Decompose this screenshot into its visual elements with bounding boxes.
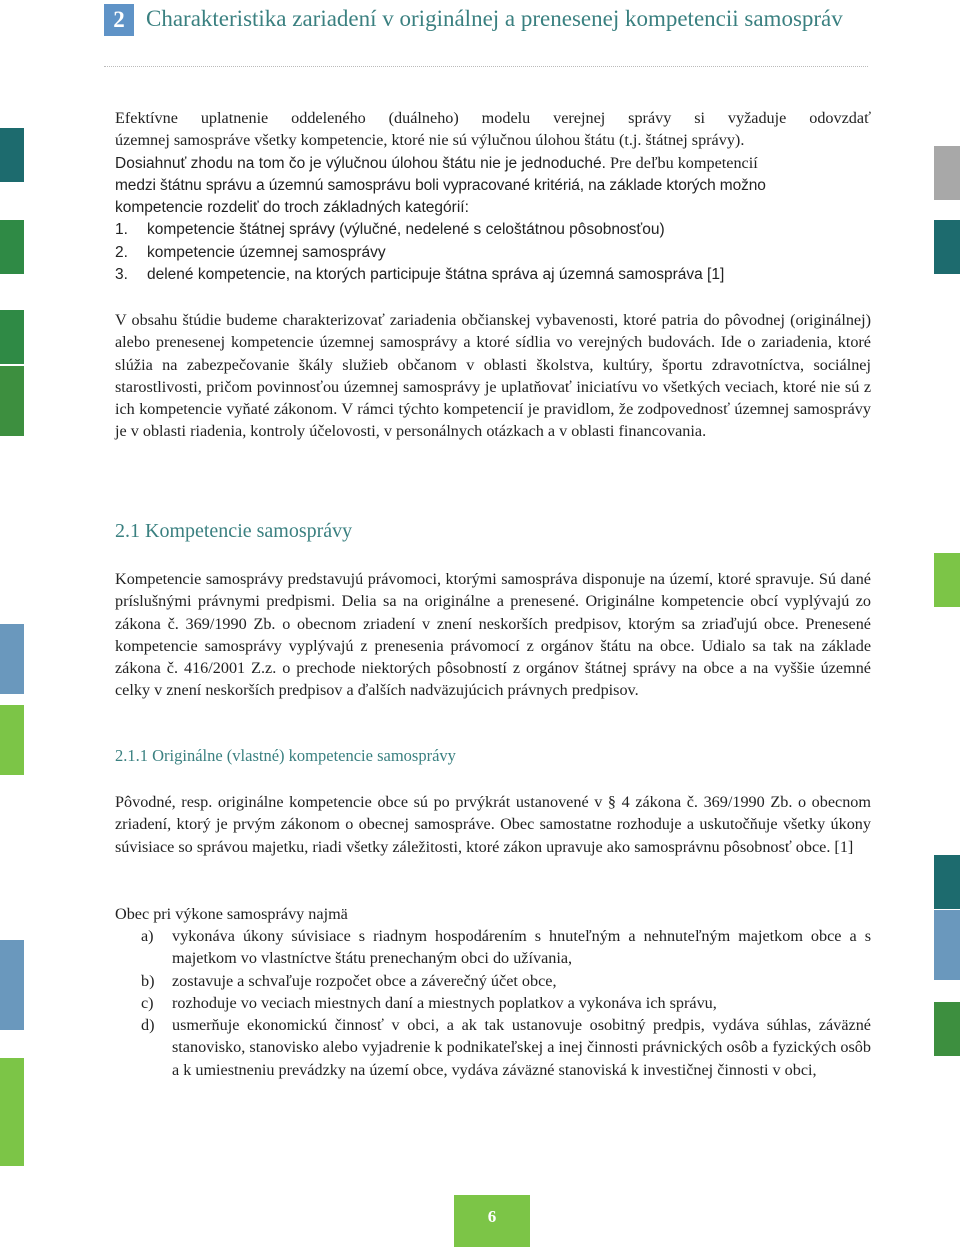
list-intro: Obec pri výkone samosprávy najmä (115, 905, 348, 923)
intro-serif-text: Pre deľbu kompetencií (605, 153, 758, 172)
list-item (115, 242, 871, 264)
list-number: 1. (115, 221, 128, 239)
side-bar-blue (0, 624, 24, 694)
side-bar-green (934, 1002, 960, 1056)
intro-line: kompetencie rozdeliť do troch základných kategórií: (115, 199, 469, 217)
intro-line: medzi štátnu správu a územnú samosprávu boli vypracované kritériá, na základe ktorých možno (115, 176, 766, 194)
list-text: kompetencie územnej samosprávy (147, 243, 386, 261)
list-text: usmerňuje ekonomickú činnosť v obci, a ak tak ustanovuje osobitný predpis, vydáva súhlas, záväzné stanovisko, stanovisko alebo vyjadrenie k podnikateľskej a inej činnosti právnických osôb a fyzických osôb a k umiestneniu prevádzky na území obce, vydáva záväzné stanoviská k investičnej činnosti v obci, (172, 1016, 871, 1079)
side-bar-teal (0, 128, 24, 182)
list-text: rozhoduje vo veciach miestnych daní a miestnych poplatkov a vykonáva ich správu, (172, 993, 717, 1012)
side-bar-blue (0, 940, 24, 1030)
side-bar-teal (934, 220, 960, 274)
page-number: 6 (454, 1195, 530, 1247)
section-title: 2.1 Kompetencie samosprávy (115, 520, 353, 542)
heading-divider (104, 66, 868, 67)
paragraph: Kompetencie samosprávy predstavujú právomoci, ktorými samospráva disponuje na území, ktoré spravuje. Sú dané príslušnými právnymi predpismi. Delia sa na originálne a prenesené. Originálne kompetencie obcí vyplývajú zo zákona č. 369/1990 Zb. o obecnom zriadení v znení neskorších predpisov, ktorým sa zriaďujú obce. Prenesené kompetencie samosprávy vyplývajú z prenesenia právomocí z orgánov štátu na obce. Udialo sa tak na základe zákona č. 416/2001 Z.z. o prechode niektorých pôsobností z orgánov štátnej správy na obce a na vyššie územné celky v znení neskorších predpisov a ďalších nadväzujúcich právnych predpisov. (115, 570, 871, 700)
list-letter: c) (141, 993, 154, 1012)
list-item (115, 264, 871, 286)
list-item (115, 219, 871, 241)
side-bar-gray (934, 146, 960, 200)
intro-line (115, 152, 871, 175)
paragraph: Pôvodné, resp. originálne kompetencie obce sú po prvýkrát ustanovené v § 4 zákona č. 369/1990 Zb. o obecnom zriadení, ktorý je prvým zákonom o obecnej samospráve. Obec samostatne rozhoduje a uskutočňuje všetky úkony súvisiace so správou majetku, riadi všetky záležitosti, ktoré zákon upravuje ako samosprávnu pôsobnosť obce. [1] (115, 793, 871, 856)
list-item (115, 925, 871, 970)
list-item (115, 970, 871, 992)
list-item (115, 1014, 871, 1081)
category-list (115, 219, 871, 286)
list-text: vykonáva úkony súvisiace s riadnym hospodárením s hnuteľným a nehnuteľným majetkom obce a s majetkom vo vlastníctve štátu prenechaným obci do užívania, (172, 927, 871, 968)
duties-list (115, 925, 871, 1081)
side-bar-green (0, 220, 24, 274)
list-text: zostavuje a schvaľuje rozpočet obce a záverečný účet obce, (172, 971, 557, 990)
list-text: kompetencie štátnej správy (výlučné, nedelené s celoštátnou pôsobnosťou) (147, 221, 665, 239)
side-bar-teal (934, 855, 960, 909)
list-letter: a) (141, 927, 154, 945)
list-letter: b) (141, 971, 155, 990)
subsection-title: 2.1.1 Originálne (vlastné) kompetencie samosprávy (115, 746, 456, 765)
side-bar-light-green (0, 1058, 24, 1112)
side-bar-blue (934, 910, 960, 980)
intro-line: Efektívne uplatnenie oddeleného (duálneho) modelu verejnej správy si vyžaduje odovzdať (115, 109, 871, 127)
chapter-number: 2 (104, 4, 134, 36)
side-bar-green (0, 366, 24, 436)
side-bar-light-green (934, 553, 960, 607)
intro-paragraph (115, 107, 871, 286)
chapter-title: Charakteristika zariadení v originálnej a prenesenej kompetencii samospráv (146, 6, 843, 31)
side-bar-light-green (0, 1112, 24, 1166)
list-text: delené kompetencie, na ktorých participuje štátna správa aj územná samospráva [1] (147, 266, 725, 284)
list-letter: d) (141, 1016, 155, 1035)
list-item (115, 992, 871, 1014)
list-number: 3. (115, 266, 128, 284)
side-bar-green (0, 310, 24, 364)
paragraph: V obsahu štúdie budeme charakterizovať zariadenia občianskej vybavenosti, ktoré patria do pôvodnej (originálnej) alebo prenesenej kompetencie územnej samosprávy a ktoré sídlia vo verejných budovách. Ide o zariadenia, ktoré slúžia na zabezpečovanie škály služieb občanom v oblasti školstva, kultúry, športu zdravotníctva, sociálnej starostlivosti, pričom povinnosťou územnej samosprávy je uplatňovať iniciatívu vo všetkých veciach, ktoré nie sú z ich kompetencie vyňaté zákonom. V rámci týchto kompetencií je pravidlom, že zodpovednosť územnej samosprávy je v oblasti riadenia, kontroly účelovosti, v personálnych otázkach a v oblasti financovania. (115, 311, 871, 441)
list-number: 2. (115, 243, 128, 261)
intro-sans-text: Dosiahnuť zhodu na tom čo je výlučnou úlohou štátu nie je jednoduché. (115, 154, 606, 172)
intro-line: územnej samospráve všetky kompetencie, ktoré nie sú výlučnou úlohou štátu (t.j. štátnej správy). (115, 131, 745, 150)
side-bar-light-green (0, 705, 24, 775)
